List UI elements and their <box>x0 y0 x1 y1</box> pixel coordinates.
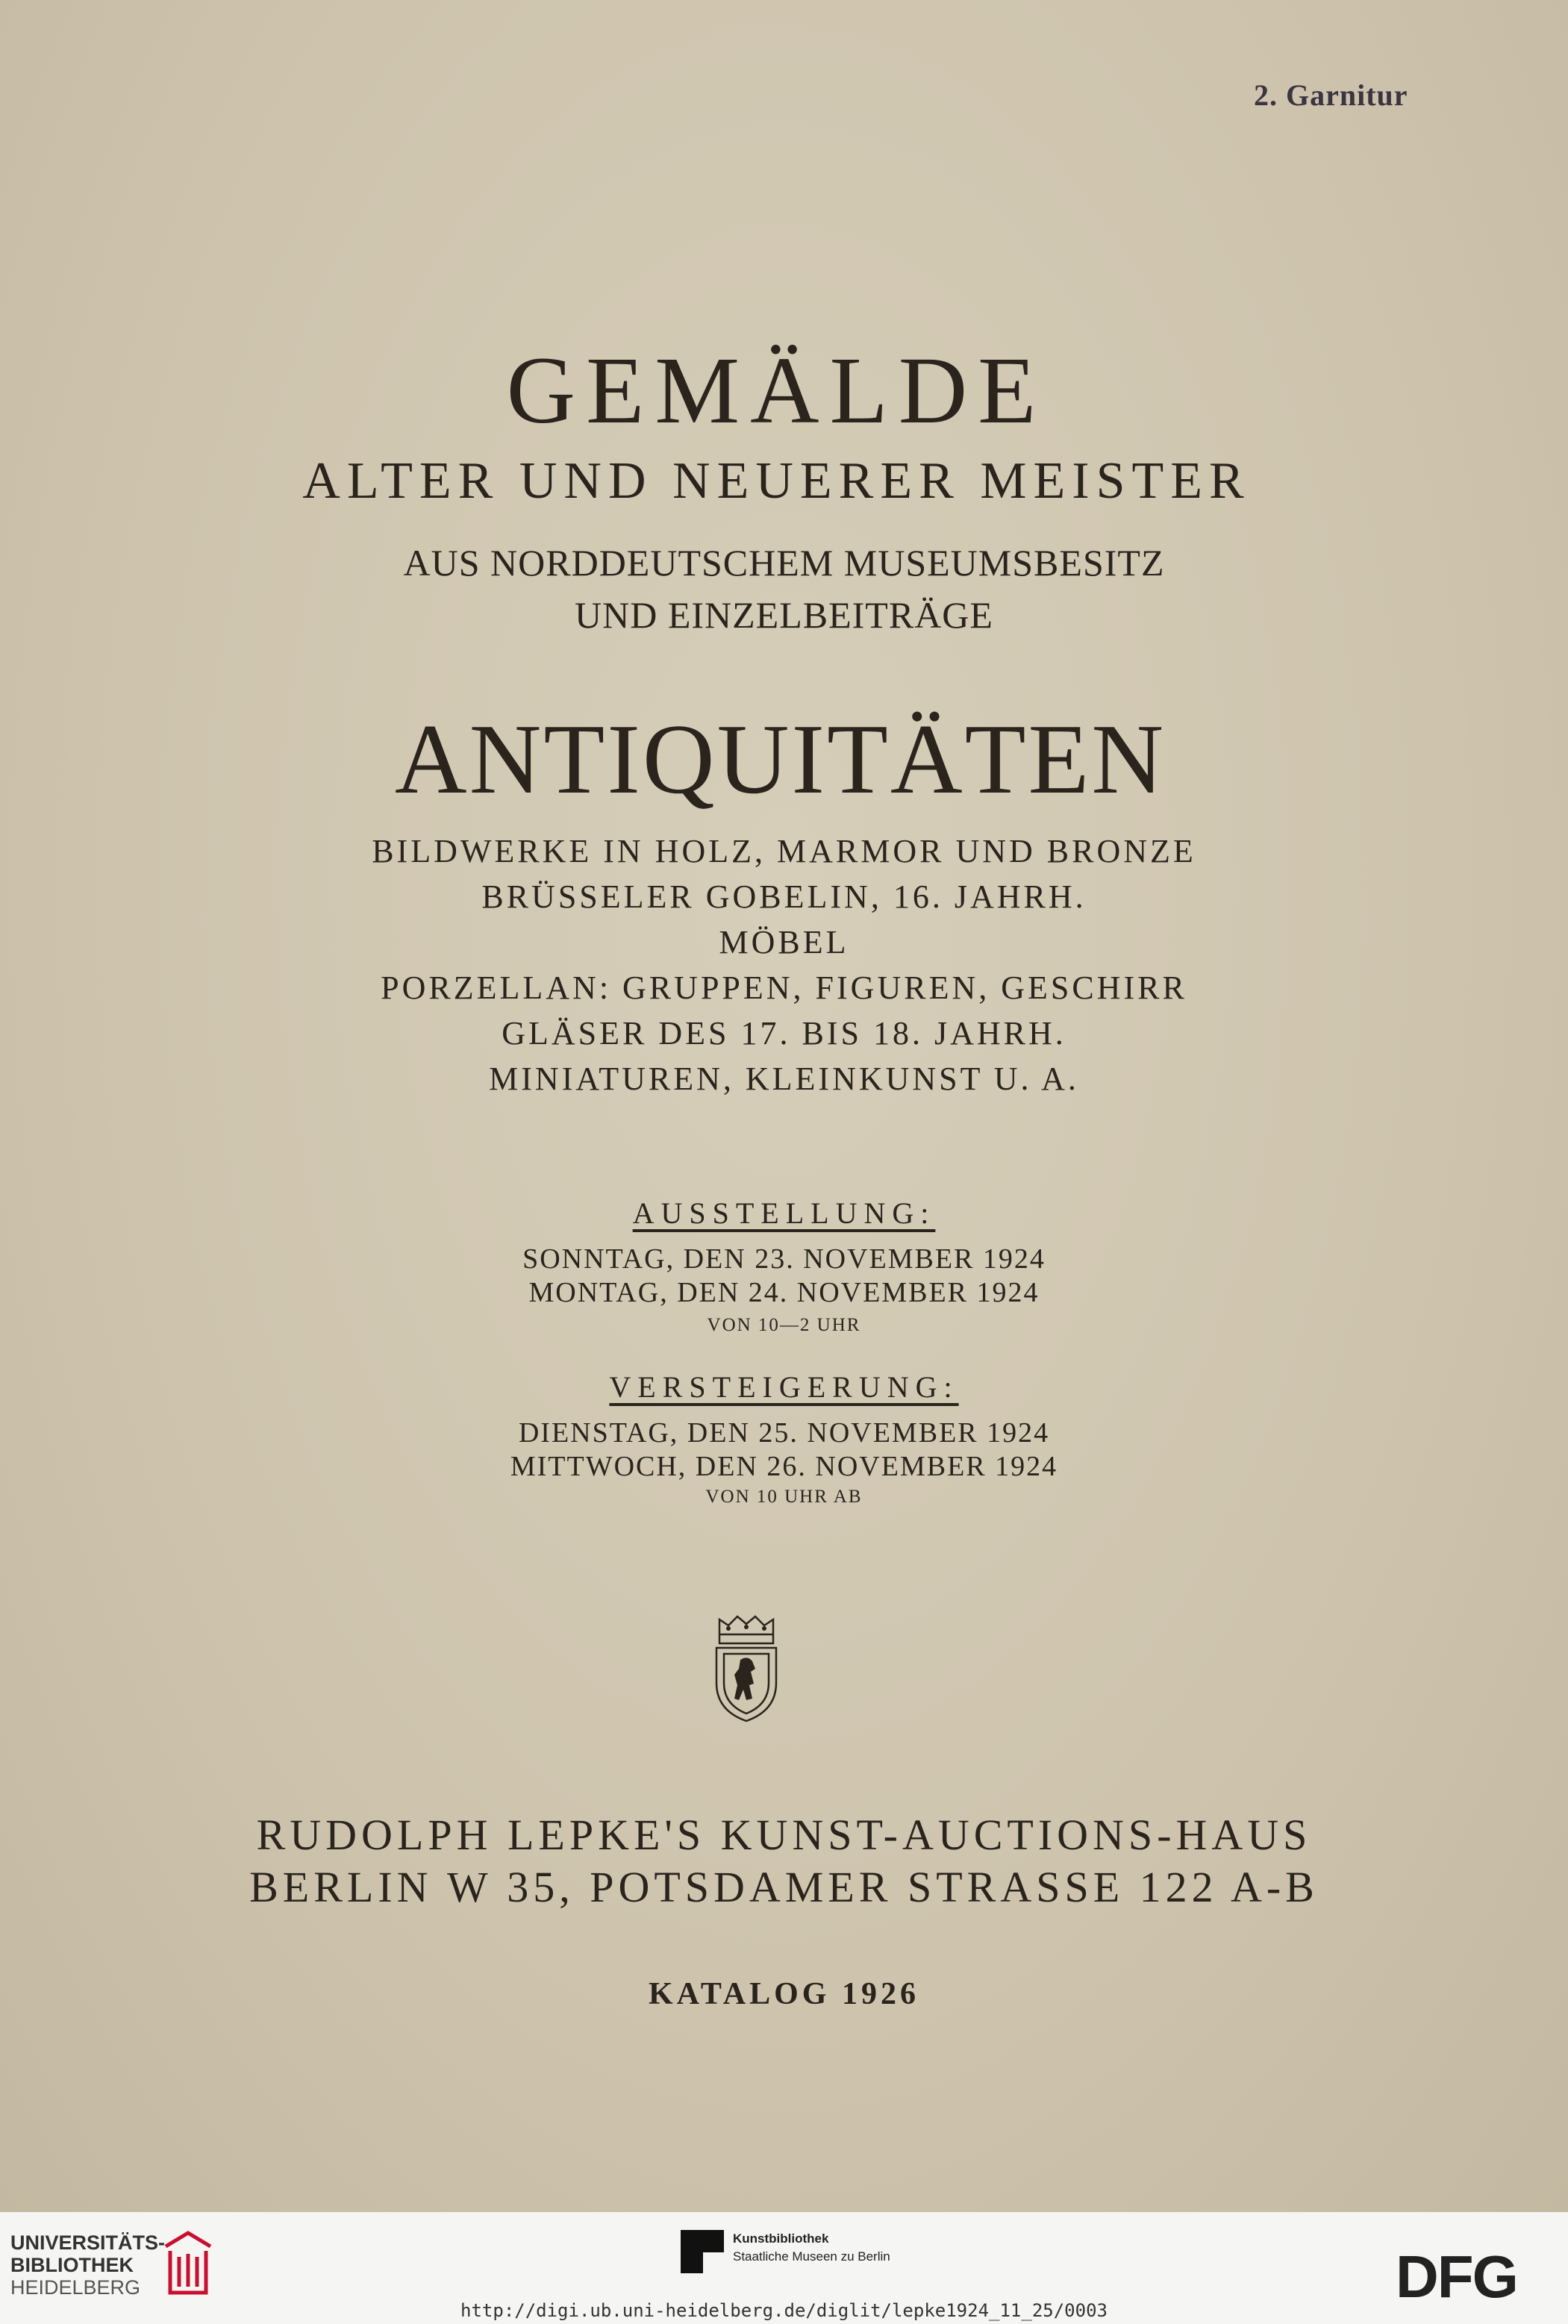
ub-logo-line: HEIDELBERG <box>10 2276 141 2299</box>
ausstellung-date: SONNTAG, DEN 23. NOVEMBER 1924 <box>522 1243 1046 1275</box>
auction-house-address: BERLIN W 35, POTSDAMER STRASSE 122 A-B <box>249 1863 1319 1911</box>
item-line: GLÄSER DES 17. BIS 18. JAHRH. <box>502 1015 1066 1052</box>
ub-heidelberg-mark-icon <box>158 2224 218 2299</box>
versteigerung-heading: VERSTEIGERUNG: <box>609 1370 959 1404</box>
source-line-1: AUS NORDDEUTSCHEM MUSEUMSBESITZ <box>403 542 1165 584</box>
versteigerung-date: MITTWOCH, DEN 26. NOVEMBER 1924 <box>510 1451 1058 1482</box>
ub-heidelberg-logo <box>10 2231 165 2299</box>
kb-subtitle: Staatliche Museen zu Berlin <box>733 2249 890 2264</box>
item-line: BRÜSSELER GOBELIN, 16. JAHRH. <box>481 878 1087 915</box>
item-line: MÖBEL <box>719 924 849 960</box>
kb-name: Kunstbibliothek <box>733 2231 829 2246</box>
katalog-year: KATALOG 1926 <box>649 1977 919 2011</box>
permalink-url[interactable]: http://digi.ub.uni-heidelberg.de/diglit/lepke1924_11_25/0003 <box>460 2300 1108 2321</box>
garnitur-stamp: 2. Garnitur <box>1254 78 1408 112</box>
subtitle-meister: ALTER UND NEUERER MEISTER <box>302 452 1251 510</box>
berlin-bear-crest-icon <box>709 1612 784 1724</box>
item-line: BILDWERKE IN HOLZ, MARMOR UND BRONZE <box>372 833 1196 869</box>
ub-logo-line: BIBLIOTHEK <box>10 2254 134 2276</box>
ausstellung-date: MONTAG, DEN 24. NOVEMBER 1924 <box>528 1277 1040 1308</box>
kunstbibliothek-mark-icon <box>681 2230 724 2273</box>
title-gemaelde: GEMÄLDE <box>506 337 1047 443</box>
item-line: PORZELLAN: GRUPPEN, FIGUREN, GESCHIRR <box>381 969 1187 1006</box>
source-line-2: UND EINZELBEITRÄGE <box>575 594 993 636</box>
item-line: MINIATUREN, KLEINKUNST U. A. <box>489 1061 1079 1097</box>
ausstellung-heading: AUSSTELLUNG: <box>632 1196 936 1230</box>
ub-logo-line: UNIVERSITÄTS- <box>10 2231 166 2254</box>
title-antiquitaeten: ANTIQUITÄTEN <box>394 704 1166 814</box>
versteigerung-time: VON 10 UHR AB <box>705 1487 863 1507</box>
dfg-logo: DFG <box>1396 2243 1517 2310</box>
versteigerung-date: DIENSTAG, DEN 25. NOVEMBER 1924 <box>518 1417 1050 1449</box>
auction-house-name: RUDOLPH LEPKE'S KUNST-AUCTIONS-HAUS <box>256 1811 1312 1859</box>
ausstellung-time: VON 10—2 UHR <box>707 1315 861 1335</box>
